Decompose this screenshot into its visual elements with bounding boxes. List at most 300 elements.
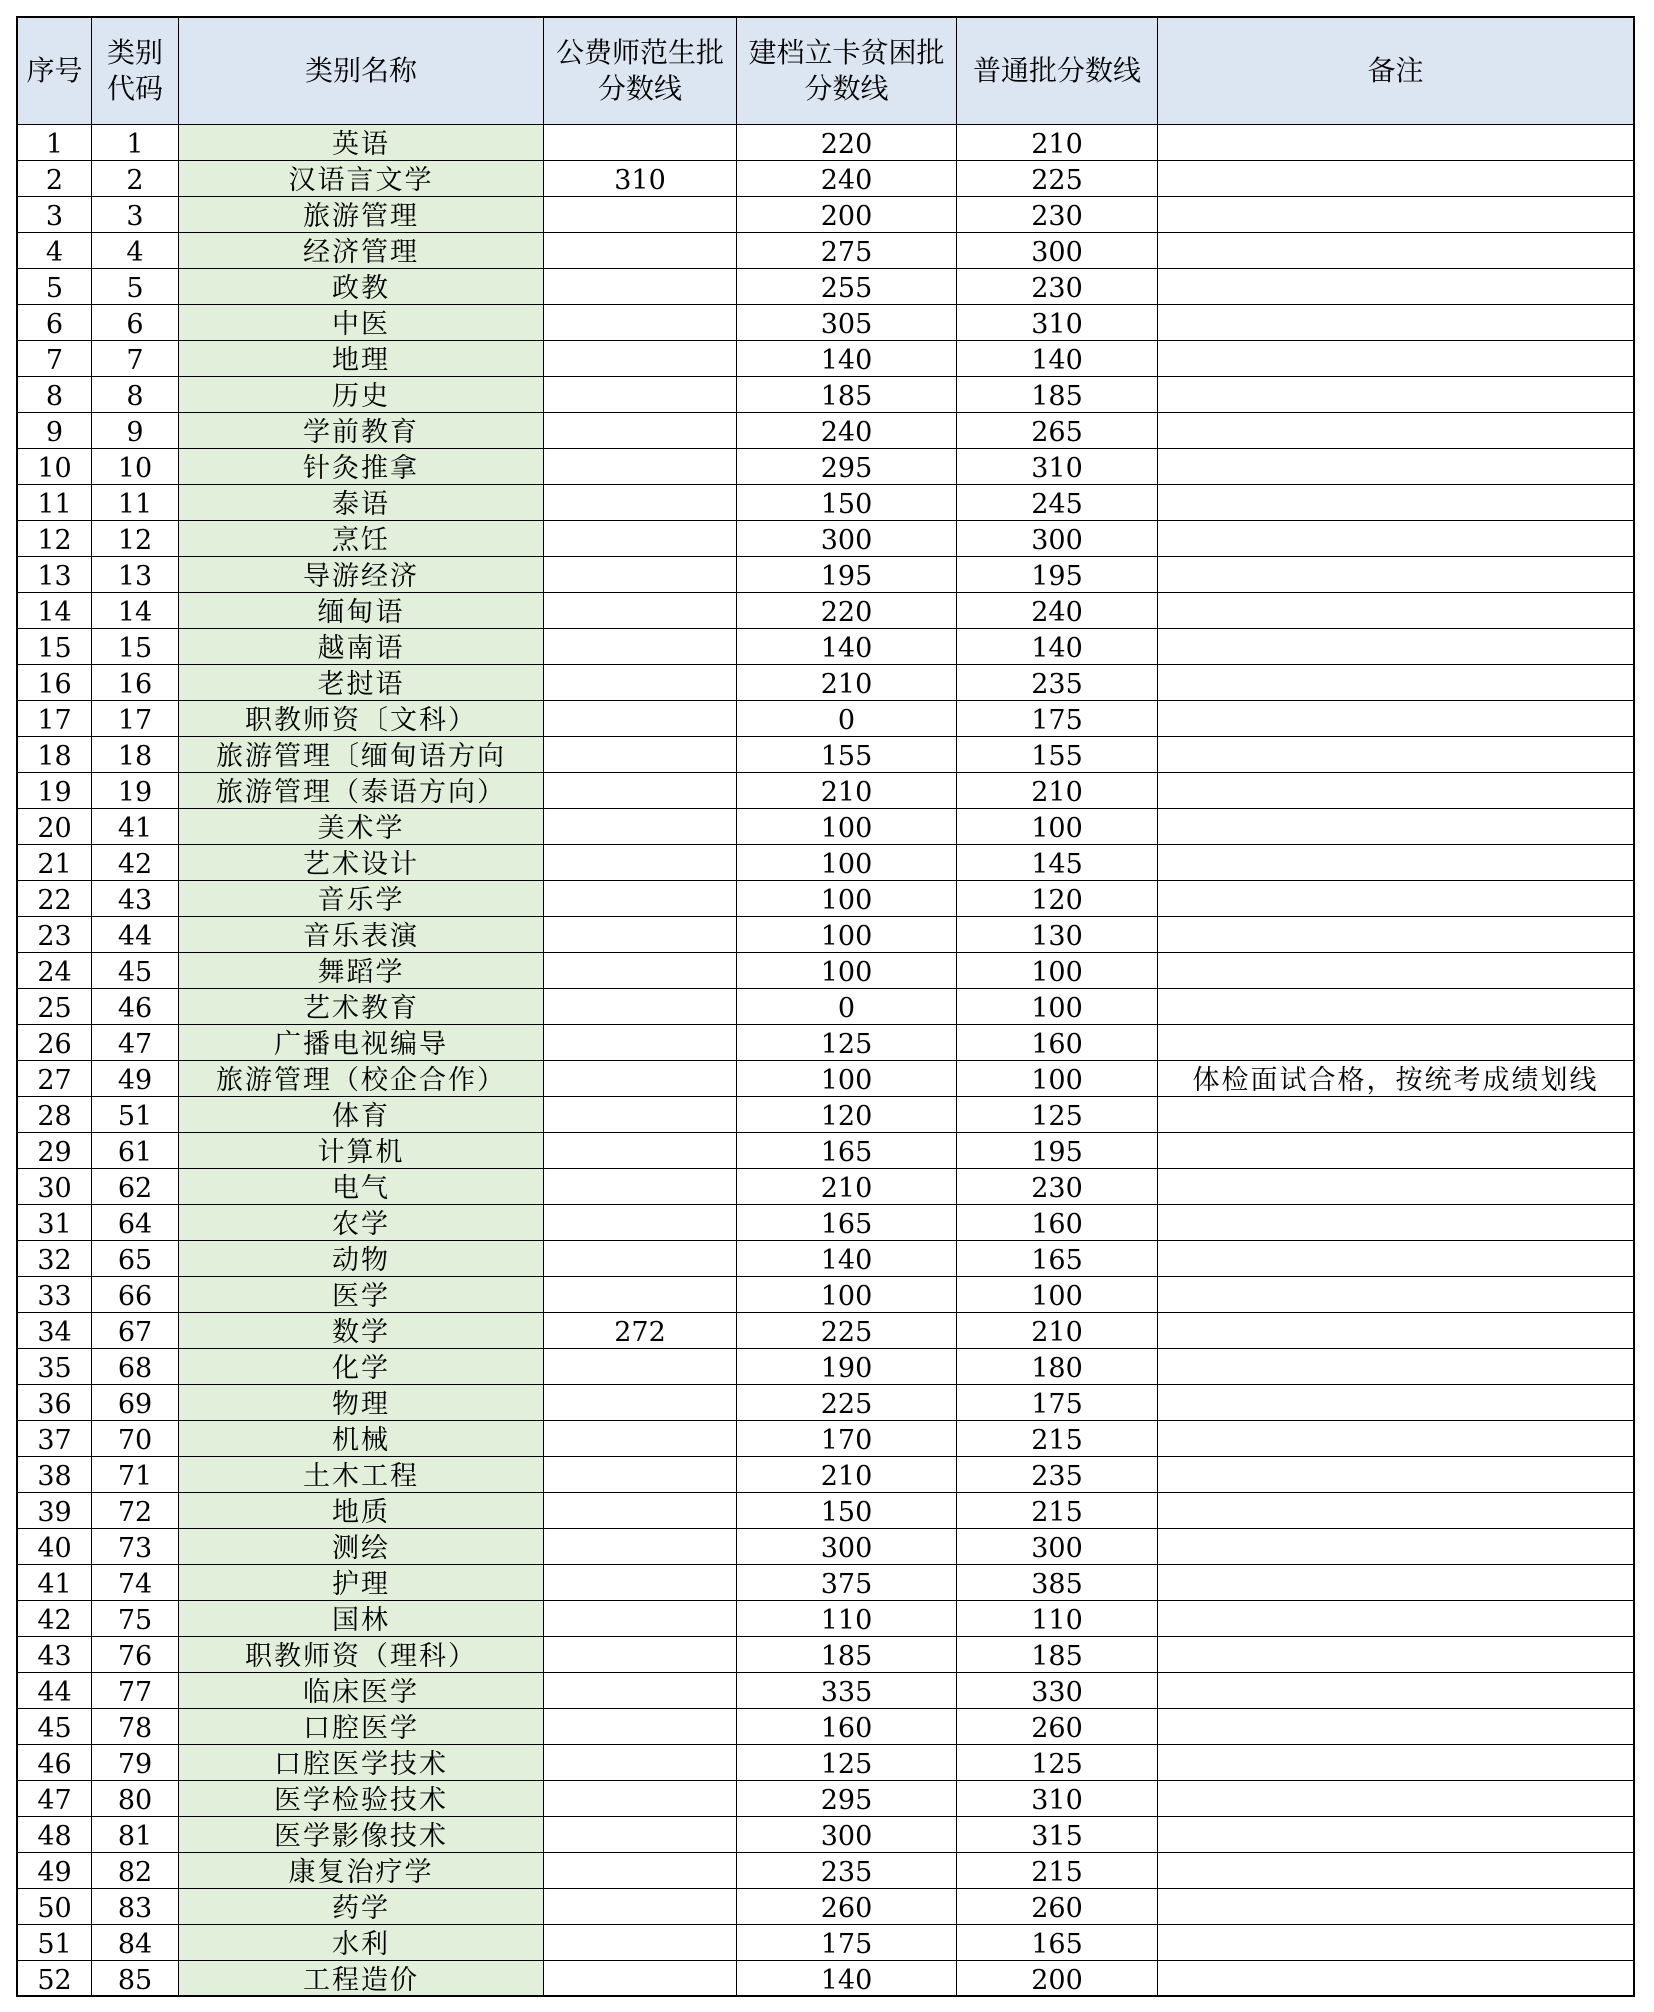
cell-category-name: 职教师资〔文科） (179, 701, 544, 737)
cell-gongfei-score (544, 449, 737, 485)
table-row (18, 1853, 1635, 1889)
cell-gongfei-score (544, 737, 737, 773)
cell-category-name: 英语 (179, 125, 544, 161)
cell-seq: 22 (18, 881, 92, 917)
cell-jiandang-score: 300 (737, 1529, 957, 1565)
cell-seq: 29 (18, 1133, 92, 1169)
cell-jiandang-score: 210 (737, 665, 957, 701)
table-row (18, 1673, 1635, 1709)
cell-putong-score: 235 (957, 1457, 1158, 1493)
cell-putong-score: 210 (957, 1313, 1158, 1349)
cell-jiandang-score: 140 (737, 1241, 957, 1277)
table-row (18, 341, 1635, 377)
cell-seq: 49 (18, 1853, 92, 1889)
cell-putong-score: 175 (957, 701, 1158, 737)
cell-jiandang-score: 0 (737, 989, 957, 1025)
cell-notes (1158, 557, 1635, 593)
cell-category-name: 旅游管理〔缅甸语方向 (179, 737, 544, 773)
cell-seq: 39 (18, 1493, 92, 1529)
cell-notes (1158, 845, 1635, 881)
cell-category-name: 旅游管理 (179, 197, 544, 233)
table-header-row (18, 18, 1635, 125)
cell-seq: 24 (18, 953, 92, 989)
cell-seq: 52 (18, 1961, 92, 1997)
cell-category-code: 45 (92, 953, 179, 989)
cell-notes (1158, 521, 1635, 557)
cell-category-code: 72 (92, 1493, 179, 1529)
cell-category-code: 76 (92, 1637, 179, 1673)
cell-jiandang-score: 300 (737, 1817, 957, 1853)
cell-jiandang-score: 140 (737, 629, 957, 665)
cell-jiandang-score: 150 (737, 1493, 957, 1529)
table-row (18, 1313, 1635, 1349)
cell-category-code: 84 (92, 1925, 179, 1961)
table-row (18, 1781, 1635, 1817)
cell-seq: 17 (18, 701, 92, 737)
cell-category-name: 机械 (179, 1421, 544, 1457)
cell-category-code: 83 (92, 1889, 179, 1925)
cell-category-name: 护理 (179, 1565, 544, 1601)
cell-putong-score: 195 (957, 557, 1158, 593)
table-row (18, 593, 1635, 629)
cell-putong-score: 100 (957, 989, 1158, 1025)
cell-notes (1158, 1313, 1635, 1349)
cell-category-code: 68 (92, 1349, 179, 1385)
cell-category-name: 临床医学 (179, 1673, 544, 1709)
cell-notes (1158, 1097, 1635, 1133)
cell-jiandang-score: 150 (737, 485, 957, 521)
cell-putong-score: 260 (957, 1709, 1158, 1745)
cell-notes (1158, 449, 1635, 485)
cell-putong-score: 130 (957, 917, 1158, 953)
cell-seq: 2 (18, 161, 92, 197)
cell-jiandang-score: 200 (737, 197, 957, 233)
cell-seq: 5 (18, 269, 92, 305)
table-row (18, 305, 1635, 341)
cell-category-name: 地质 (179, 1493, 544, 1529)
cell-putong-score: 385 (957, 1565, 1158, 1601)
cell-notes (1158, 1277, 1635, 1313)
cell-gongfei-score (544, 233, 737, 269)
cell-seq: 26 (18, 1025, 92, 1061)
header-gongfei-score: 公费师范生批 分数线 (544, 18, 737, 125)
cell-gongfei-score (544, 1205, 737, 1241)
cell-category-code: 9 (92, 413, 179, 449)
cell-category-code: 8 (92, 377, 179, 413)
cell-putong-score: 165 (957, 1241, 1158, 1277)
cell-category-name: 医学检验技术 (179, 1781, 544, 1817)
cell-category-name: 计算机 (179, 1133, 544, 1169)
cell-notes (1158, 1457, 1635, 1493)
cell-category-code: 12 (92, 521, 179, 557)
cell-putong-score: 265 (957, 413, 1158, 449)
cell-category-name: 越南语 (179, 629, 544, 665)
table-row (18, 1205, 1635, 1241)
cell-jiandang-score: 275 (737, 233, 957, 269)
cell-category-name: 美术学 (179, 809, 544, 845)
table-row (18, 485, 1635, 521)
cell-jiandang-score: 335 (737, 1673, 957, 1709)
cell-category-code: 18 (92, 737, 179, 773)
cell-putong-score: 300 (957, 521, 1158, 557)
cell-seq: 41 (18, 1565, 92, 1601)
cell-category-name: 口腔医学 (179, 1709, 544, 1745)
cell-category-code: 81 (92, 1817, 179, 1853)
table-row (18, 557, 1635, 593)
cell-gongfei-score (544, 341, 737, 377)
cell-notes (1158, 1817, 1635, 1853)
cell-putong-score: 125 (957, 1097, 1158, 1133)
table-row (18, 773, 1635, 809)
cell-putong-score: 145 (957, 845, 1158, 881)
cell-category-name: 中医 (179, 305, 544, 341)
cell-seq: 48 (18, 1817, 92, 1853)
cell-category-name: 农学 (179, 1205, 544, 1241)
cell-notes (1158, 1421, 1635, 1457)
cell-category-code: 44 (92, 917, 179, 953)
cell-gongfei-score (544, 521, 737, 557)
header-jiandang-score: 建档立卡贫困批 分数线 (737, 18, 957, 125)
cell-category-code: 15 (92, 629, 179, 665)
cell-jiandang-score: 220 (737, 125, 957, 161)
cell-seq: 40 (18, 1529, 92, 1565)
cell-seq: 7 (18, 341, 92, 377)
cell-gongfei-score (544, 1601, 737, 1637)
cell-putong-score: 110 (957, 1601, 1158, 1637)
cell-gongfei-score (544, 989, 737, 1025)
cell-seq: 27 (18, 1061, 92, 1097)
table-row (18, 1133, 1635, 1169)
table-row (18, 1097, 1635, 1133)
cell-notes (1158, 305, 1635, 341)
cell-putong-score: 160 (957, 1205, 1158, 1241)
cell-gongfei-score (544, 485, 737, 521)
cell-seq: 30 (18, 1169, 92, 1205)
cell-gongfei-score: 272 (544, 1313, 737, 1349)
cell-seq: 13 (18, 557, 92, 593)
cell-gongfei-score (544, 1637, 737, 1673)
cell-notes (1158, 1889, 1635, 1925)
cell-gongfei-score (544, 1961, 737, 1997)
cell-jiandang-score: 140 (737, 341, 957, 377)
cell-seq: 21 (18, 845, 92, 881)
cell-category-name: 艺术教育 (179, 989, 544, 1025)
cell-category-code: 3 (92, 197, 179, 233)
cell-gongfei-score (544, 665, 737, 701)
cell-category-name: 口腔医学技术 (179, 1745, 544, 1781)
cell-notes (1158, 1169, 1635, 1205)
table-row (18, 701, 1635, 737)
cell-category-name: 历史 (179, 377, 544, 413)
cell-gongfei-score (544, 1745, 737, 1781)
cell-category-name: 艺术设计 (179, 845, 544, 881)
cell-jiandang-score: 225 (737, 1313, 957, 1349)
cell-gongfei-score (544, 1133, 737, 1169)
table-row (18, 233, 1635, 269)
cell-notes (1158, 1745, 1635, 1781)
cell-jiandang-score: 195 (737, 557, 957, 593)
cell-category-name: 舞蹈学 (179, 953, 544, 989)
cell-notes (1158, 629, 1635, 665)
cell-putong-score: 165 (957, 1925, 1158, 1961)
cell-notes: 体检面试合格，按统考成绩划线 (1158, 1061, 1635, 1097)
cell-category-code: 79 (92, 1745, 179, 1781)
cell-notes (1158, 1349, 1635, 1385)
cell-notes (1158, 197, 1635, 233)
cell-category-code: 6 (92, 305, 179, 341)
cell-jiandang-score: 100 (737, 845, 957, 881)
cell-category-name: 学前教育 (179, 413, 544, 449)
cell-category-code: 14 (92, 593, 179, 629)
cell-seq: 11 (18, 485, 92, 521)
cell-notes (1158, 917, 1635, 953)
cell-gongfei-score (544, 377, 737, 413)
cell-gongfei-score (544, 1061, 737, 1097)
cell-notes (1158, 773, 1635, 809)
cell-gongfei-score (544, 953, 737, 989)
table-row (18, 917, 1635, 953)
cell-jiandang-score: 175 (737, 1925, 957, 1961)
cell-seq: 42 (18, 1601, 92, 1637)
cell-putong-score: 310 (957, 449, 1158, 485)
cell-putong-score: 215 (957, 1493, 1158, 1529)
cell-putong-score: 300 (957, 233, 1158, 269)
table-row (18, 449, 1635, 485)
cell-putong-score: 180 (957, 1349, 1158, 1385)
cell-gongfei-score (544, 413, 737, 449)
cell-category-code: 74 (92, 1565, 179, 1601)
cell-notes (1158, 161, 1635, 197)
header-category-code: 类别 代码 (92, 18, 179, 125)
cell-jiandang-score: 110 (737, 1601, 957, 1637)
cell-seq: 18 (18, 737, 92, 773)
cell-gongfei-score (544, 1025, 737, 1061)
cell-gongfei-score (544, 881, 737, 917)
cell-notes (1158, 1133, 1635, 1169)
cell-category-code: 75 (92, 1601, 179, 1637)
cell-category-code: 80 (92, 1781, 179, 1817)
cell-gongfei-score (544, 1385, 737, 1421)
cell-putong-score: 245 (957, 485, 1158, 521)
cell-putong-score: 100 (957, 809, 1158, 845)
cell-category-code: 13 (92, 557, 179, 593)
table-row (18, 953, 1635, 989)
cell-seq: 19 (18, 773, 92, 809)
cell-jiandang-score: 165 (737, 1133, 957, 1169)
header-putong-score: 普通批分数线 (957, 18, 1158, 125)
cell-category-name: 工程造价 (179, 1961, 544, 1997)
cell-jiandang-score: 240 (737, 413, 957, 449)
cell-seq: 28 (18, 1097, 92, 1133)
cell-category-code: 19 (92, 773, 179, 809)
cell-seq: 51 (18, 1925, 92, 1961)
cell-notes (1158, 485, 1635, 521)
cell-category-code: 11 (92, 485, 179, 521)
table-row (18, 269, 1635, 305)
cell-putong-score: 125 (957, 1745, 1158, 1781)
cell-category-name: 针灸推拿 (179, 449, 544, 485)
cell-notes (1158, 953, 1635, 989)
cell-jiandang-score: 210 (737, 773, 957, 809)
cell-category-name: 地理 (179, 341, 544, 377)
cell-seq: 10 (18, 449, 92, 485)
cell-putong-score: 155 (957, 737, 1158, 773)
cell-category-name: 职教师资（理科） (179, 1637, 544, 1673)
cell-category-code: 4 (92, 233, 179, 269)
cell-category-name: 物理 (179, 1385, 544, 1421)
table-row (18, 1241, 1635, 1277)
cell-jiandang-score: 240 (737, 161, 957, 197)
table-row (18, 1889, 1635, 1925)
cell-putong-score: 210 (957, 125, 1158, 161)
cell-jiandang-score: 100 (737, 1061, 957, 1097)
cell-jiandang-score: 220 (737, 593, 957, 629)
cell-category-code: 42 (92, 845, 179, 881)
table-row (18, 1817, 1635, 1853)
cell-notes (1158, 1241, 1635, 1277)
cell-notes (1158, 341, 1635, 377)
cell-putong-score: 100 (957, 1277, 1158, 1313)
cell-category-name: 广播电视编导 (179, 1025, 544, 1061)
cell-notes (1158, 701, 1635, 737)
cell-gongfei-score (544, 1925, 737, 1961)
cell-category-code: 69 (92, 1385, 179, 1421)
cell-category-name: 汉语言文学 (179, 161, 544, 197)
score-table (16, 16, 1635, 1997)
cell-notes (1158, 1781, 1635, 1817)
cell-putong-score: 310 (957, 1781, 1158, 1817)
cell-jiandang-score: 125 (737, 1025, 957, 1061)
table-row (18, 1349, 1635, 1385)
cell-putong-score: 230 (957, 1169, 1158, 1205)
cell-category-code: 71 (92, 1457, 179, 1493)
cell-gongfei-score (544, 1529, 737, 1565)
table-row (18, 125, 1635, 161)
cell-category-code: 10 (92, 449, 179, 485)
cell-seq: 31 (18, 1205, 92, 1241)
cell-category-code: 64 (92, 1205, 179, 1241)
table-row (18, 1169, 1635, 1205)
cell-category-name: 水利 (179, 1925, 544, 1961)
cell-category-name: 国林 (179, 1601, 544, 1637)
cell-category-code: 62 (92, 1169, 179, 1205)
cell-putong-score: 120 (957, 881, 1158, 917)
cell-seq: 45 (18, 1709, 92, 1745)
cell-putong-score: 175 (957, 1385, 1158, 1421)
cell-category-name: 导游经济 (179, 557, 544, 593)
cell-seq: 25 (18, 989, 92, 1025)
cell-gongfei-score (544, 1889, 737, 1925)
cell-notes (1158, 737, 1635, 773)
cell-jiandang-score: 190 (737, 1349, 957, 1385)
cell-seq: 43 (18, 1637, 92, 1673)
table-row (18, 1385, 1635, 1421)
table-row (18, 1745, 1635, 1781)
cell-notes (1158, 233, 1635, 269)
cell-seq: 15 (18, 629, 92, 665)
cell-gongfei-score (544, 557, 737, 593)
table-row (18, 413, 1635, 449)
cell-gongfei-score (544, 773, 737, 809)
cell-putong-score: 100 (957, 1061, 1158, 1097)
cell-notes (1158, 1493, 1635, 1529)
cell-seq: 20 (18, 809, 92, 845)
cell-gongfei-score (544, 305, 737, 341)
cell-seq: 23 (18, 917, 92, 953)
cell-putong-score: 300 (957, 1529, 1158, 1565)
cell-putong-score: 210 (957, 773, 1158, 809)
cell-seq: 6 (18, 305, 92, 341)
header-notes: 备注 (1158, 18, 1635, 125)
cell-gongfei-score (544, 125, 737, 161)
cell-category-code: 65 (92, 1241, 179, 1277)
cell-gongfei-score (544, 917, 737, 953)
cell-category-name: 动物 (179, 1241, 544, 1277)
cell-seq: 38 (18, 1457, 92, 1493)
cell-category-name: 烹饪 (179, 521, 544, 557)
cell-gongfei-score (544, 1817, 737, 1853)
cell-category-code: 67 (92, 1313, 179, 1349)
cell-seq: 44 (18, 1673, 92, 1709)
cell-seq: 4 (18, 233, 92, 269)
table-row (18, 1637, 1635, 1673)
cell-category-code: 49 (92, 1061, 179, 1097)
cell-notes (1158, 1961, 1635, 1997)
table-row (18, 1601, 1635, 1637)
cell-notes (1158, 1637, 1635, 1673)
cell-putong-score: 215 (957, 1421, 1158, 1457)
cell-putong-score: 215 (957, 1853, 1158, 1889)
cell-category-name: 医学 (179, 1277, 544, 1313)
cell-category-name: 体育 (179, 1097, 544, 1133)
cell-putong-score: 230 (957, 269, 1158, 305)
cell-gongfei-score (544, 1421, 737, 1457)
cell-category-name: 医学影像技术 (179, 1817, 544, 1853)
cell-notes (1158, 881, 1635, 917)
table-row (18, 809, 1635, 845)
cell-jiandang-score: 305 (737, 305, 957, 341)
cell-category-name: 老挝语 (179, 665, 544, 701)
table-row (18, 377, 1635, 413)
cell-category-code: 16 (92, 665, 179, 701)
cell-gongfei-score (544, 629, 737, 665)
cell-jiandang-score: 295 (737, 449, 957, 485)
cell-category-code: 46 (92, 989, 179, 1025)
cell-category-code: 73 (92, 1529, 179, 1565)
cell-category-code: 77 (92, 1673, 179, 1709)
table-row (18, 197, 1635, 233)
cell-gongfei-score (544, 1853, 737, 1889)
cell-seq: 32 (18, 1241, 92, 1277)
cell-jiandang-score: 120 (737, 1097, 957, 1133)
cell-category-name: 音乐表演 (179, 917, 544, 953)
cell-category-name: 音乐学 (179, 881, 544, 917)
cell-seq: 16 (18, 665, 92, 701)
cell-gongfei-score (544, 1781, 737, 1817)
cell-putong-score: 185 (957, 1637, 1158, 1673)
table-row (18, 1925, 1635, 1961)
table-row (18, 1709, 1635, 1745)
cell-gongfei-score (544, 1097, 737, 1133)
cell-jiandang-score: 100 (737, 953, 957, 989)
header-seq: 序号 (18, 18, 92, 125)
cell-putong-score: 230 (957, 197, 1158, 233)
table-row (18, 1277, 1635, 1313)
cell-notes (1158, 1601, 1635, 1637)
cell-notes (1158, 1925, 1635, 1961)
table-row (18, 737, 1635, 773)
cell-seq: 14 (18, 593, 92, 629)
